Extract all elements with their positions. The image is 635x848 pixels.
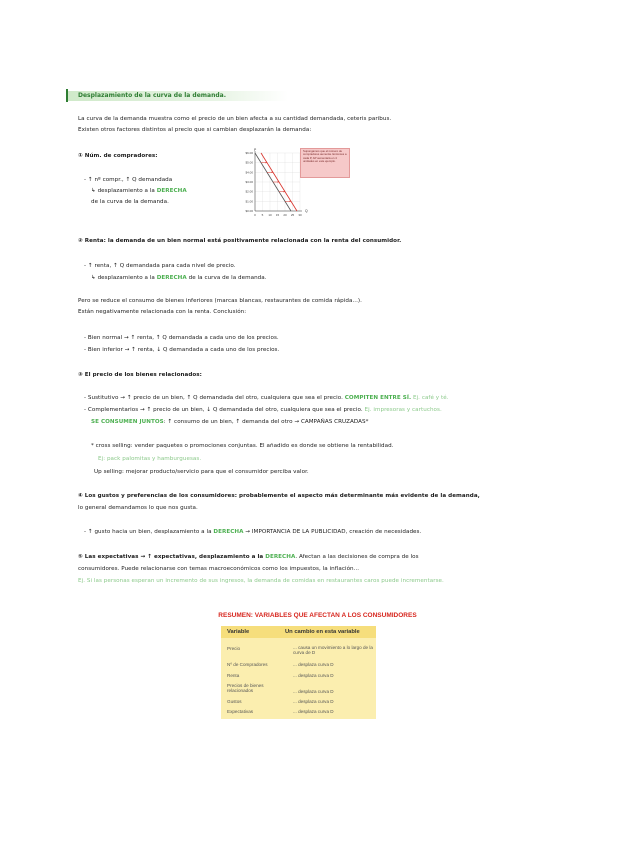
s3-cross-selling: * cross selling: vender paquetes o promociones conjuntas. El añadido es donde se obtiene la rentabilidad. <box>91 443 394 449</box>
x-tick-label: 5 <box>261 213 264 217</box>
summary-row-variable: Expectativas <box>227 709 254 714</box>
y-tick-label: $3.00 <box>245 180 253 184</box>
y-tick-label: $4.00 <box>245 170 253 175</box>
summary-col-variable: Variable <box>227 629 250 635</box>
s2-conclusion-inferior: - Bien inferior → ↑ renta, ↓ Q demandada a cada uno de los precios. <box>84 347 280 353</box>
s1-line-1: - ↑ nº compr., ↑ Q demandada <box>84 177 173 183</box>
s3-heading: ③ El precio de los bienes relacionados: <box>78 372 202 378</box>
x-tick-label: 20 <box>283 213 287 217</box>
y-tick-label: $5.00 <box>245 160 253 165</box>
s1-heading: ① Núm. de compradores: <box>78 153 158 159</box>
s2-line-1: - ↑ renta, ↑ Q demandada para cada nivel de precio. <box>84 263 236 269</box>
x-axis-label: Q <box>305 209 308 213</box>
s1-line-3: de la curva de la demanda. <box>91 199 169 205</box>
s2-paragraph-2: Están negativamente relacionada con la renta. Conclusión: <box>78 309 247 315</box>
section-title-marker <box>66 89 68 102</box>
summary-row-variable: Precios de bienes relacionados <box>227 683 264 694</box>
summary-row-variable: Renta <box>227 673 240 678</box>
s3-up-selling: Up selling: mejorar producto/servicio para que el consumidor perciba valor. <box>94 469 309 475</box>
s3-substitutes: - Sustitutivo → ↑ precio de un bien, ↑ Q demandada del otro, cualquiera que sea el precio. COMPITEN ENTRE SÍ. Ej. café y té. <box>84 395 449 401</box>
section-title: Desplazamiento de la curva de la demanda. <box>78 92 226 99</box>
s3-cross-example: Ej: pack palomitas y hamburguesas. <box>98 456 202 462</box>
summary-title: RESUMEN: VARIABLES QUE AFECTAN A LOS CONSUMIDORES <box>218 612 417 619</box>
y-tick-label: $1.00 <box>245 199 253 204</box>
x-tick-label: 15 <box>275 213 280 217</box>
summary-row-effect: ... desplaza curva D <box>293 662 334 667</box>
s3-complements: - Complementarios → ↑ precio de un bien, ↓ Q demandada del otro, cualquiera que sea el precio. Ej. impresoras y cartuchos. <box>84 407 442 413</box>
summary-row-variable: Nº de Compradores <box>227 662 268 667</box>
summary-col-change: Un cambio en esta variable <box>285 629 360 635</box>
s2-heading: ② Renta: la demanda de un bien normal está positivamente relacionada con la renta del consumidor. <box>78 238 402 244</box>
s4-line: - ↑ gusto hacia un bien, desplazamiento a la DERECHA → IMPORTANCIA DE LA PUBLICIDAD, creación de necesidades. <box>84 529 422 535</box>
summary-row-variable: Gustos <box>227 699 242 704</box>
s4-heading-2: lo general demandamos lo que nos gusta. <box>78 505 198 511</box>
s2-paragraph-1: Pero se reduce el consumo de bienes inferiores (marcas blancas, restaurantes de comida rápida...). <box>78 298 362 304</box>
y-axis-label: P <box>254 148 257 152</box>
s2-line-2: ↳ desplazamiento a la DERECHA de la curva de la demanda. <box>91 275 267 281</box>
summary-row-effect: ... desplaza curva D <box>293 709 334 714</box>
y-tick-label: $0.00 <box>245 209 253 213</box>
s5-example: Ej. Si las personas esperan un incremento de sus ingresos, la demanda de comidas en restaurantes caros puede incrementarse. <box>78 578 444 584</box>
s5-line-2: consumidores. Puede relacionarse con temas macroeconómicos como los impuestos, la inflación... <box>78 566 360 572</box>
x-tick-label: 25 <box>290 213 295 217</box>
intro-line-2: Existen otros factores distintos al precio que si cambian desplazarán la demanda: <box>78 127 312 133</box>
s4-heading-1: ④ Los gustos y preferencias de los consumidores: probablemente el aspecto más determinante más evidente de la demanda, <box>78 493 480 499</box>
summary-row-effect: ... desplaza curva D <box>293 699 334 704</box>
intro-line-1: La curva de la demanda muestra como el precio de un bien afecta a su cantidad demandada, ceteris paribus. <box>78 116 392 122</box>
summary-row-effect: ... causa un movimiento a lo largo de la curva de D <box>293 645 373 656</box>
s1-line-2: ↳ desplazamiento a la DERECHA <box>91 188 187 194</box>
summary-row-variable: Precio <box>227 646 241 651</box>
x-tick-label: 0 <box>254 213 256 217</box>
summary-row-effect: ... desplaza curva D <box>293 673 334 678</box>
y-tick-label: $2.00 <box>245 189 253 194</box>
x-tick-label: 30 <box>298 213 302 217</box>
x-tick-label: 10 <box>268 213 272 217</box>
summary-row-effect: ... desplaza curva D <box>293 689 334 694</box>
s3-complements-2: SE CONSUMEN JUNTOS: ↑ consumo de un bien, ↑ demanda del otro → CAMPAÑAS CRUZADAS* <box>91 419 369 425</box>
chart-note: Supongamos que el número de compradores aumenta. Entonces a cada P, AP aumentará en 4 unidades en este ejemplo. <box>300 148 350 178</box>
s2-conclusion-normal: - Bien normal → ↑ renta, ↑ Q demandada a cada uno de los precios. <box>84 335 279 341</box>
s5-line-1: ⑤ Las expectativas → ↑ expectativas, desplazamiento a la DERECHA. Afectan a las decisiones de compra de los <box>78 554 419 560</box>
y-tick-label: $6.00 <box>245 151 253 155</box>
